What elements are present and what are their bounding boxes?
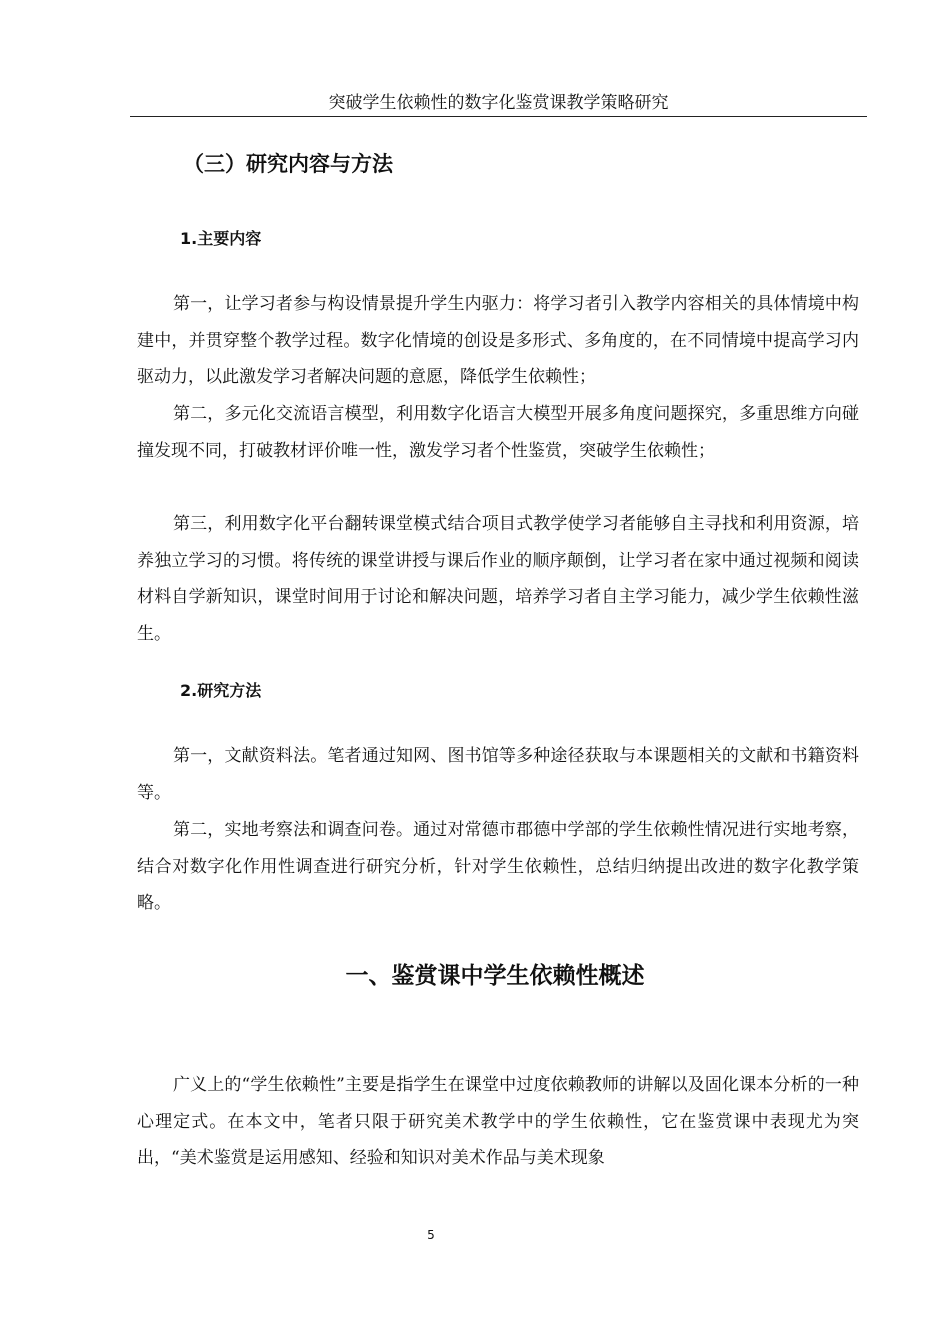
running-header: [130, 92, 867, 117]
methods-paragraph-1: 第一，文献资料法。笔者通过知网、图书馆等多种途径获取与本课题相关的文献和书籍资料等。: [137, 746, 859, 803]
subsection-heading-content: 1.主要内容: [180, 229, 262, 248]
section-heading: （三）研究内容与方法: [183, 152, 393, 176]
chapter-heading: 一、鉴赏课中学生依赖性概述: [345, 963, 645, 989]
subsection-heading-methods: 2.研究方法: [180, 681, 262, 700]
chapter-paragraph-1: 广义上的“学生依赖性”主要是指学生在课堂中过度依赖教师的讲解以及固化课本分析的一种心理定式。在本文中，笔者只限于研究美术教学中的学生依赖性，它在鉴赏课中表现尤为突出，“美术鉴赏是运用感知、经验和知识对美术作品与美术现象: [137, 1075, 859, 1168]
content-paragraph-1: 第一，让学习者参与构设情景提升学生内驱力：将学习者引入教学内容相关的具体情境中构建中，并贯穿整个教学过程。数字化情境的创设是多形式、多角度的，在不同情境中提高学习内驱动力，以此激发学习者解决问题的意愿，降低学生依赖性；: [137, 294, 859, 387]
page-number: 5: [427, 1228, 435, 1242]
content-paragraph-3: 第三，利用数字化平台翻转课堂模式结合项目式教学使学习者能够自主寻找和利用资源，培养独立学习的习惯。将传统的课堂讲授与课后作业的顺序颠倒，让学习者在家中通过视频和阅读材料自学新知识，课堂时间用于讨论和解决问题，培养学习者自主学习能力，减少学生依赖性滋生。: [137, 514, 859, 644]
running-header-title: 突破学生依赖性的数字化鉴赏课教学策略研究: [328, 93, 669, 113]
content-paragraph-2: 第二，多元化交流语言模型，利用数字化语言大模型开展多角度问题探究，多重思维方向碰撞发现不同，打破教材评价唯一性，激发学习者个性鉴赏，突破学生依赖性；: [137, 404, 859, 461]
methods-paragraph-2: 第二，实地考察法和调查问卷。通过对常德市郡德中学部的学生依赖性情况进行实地考察，结合对数字化作用性调查进行研究分析，针对学生依赖性，总结归纳提出改进的数字化教学策略。: [137, 820, 859, 913]
